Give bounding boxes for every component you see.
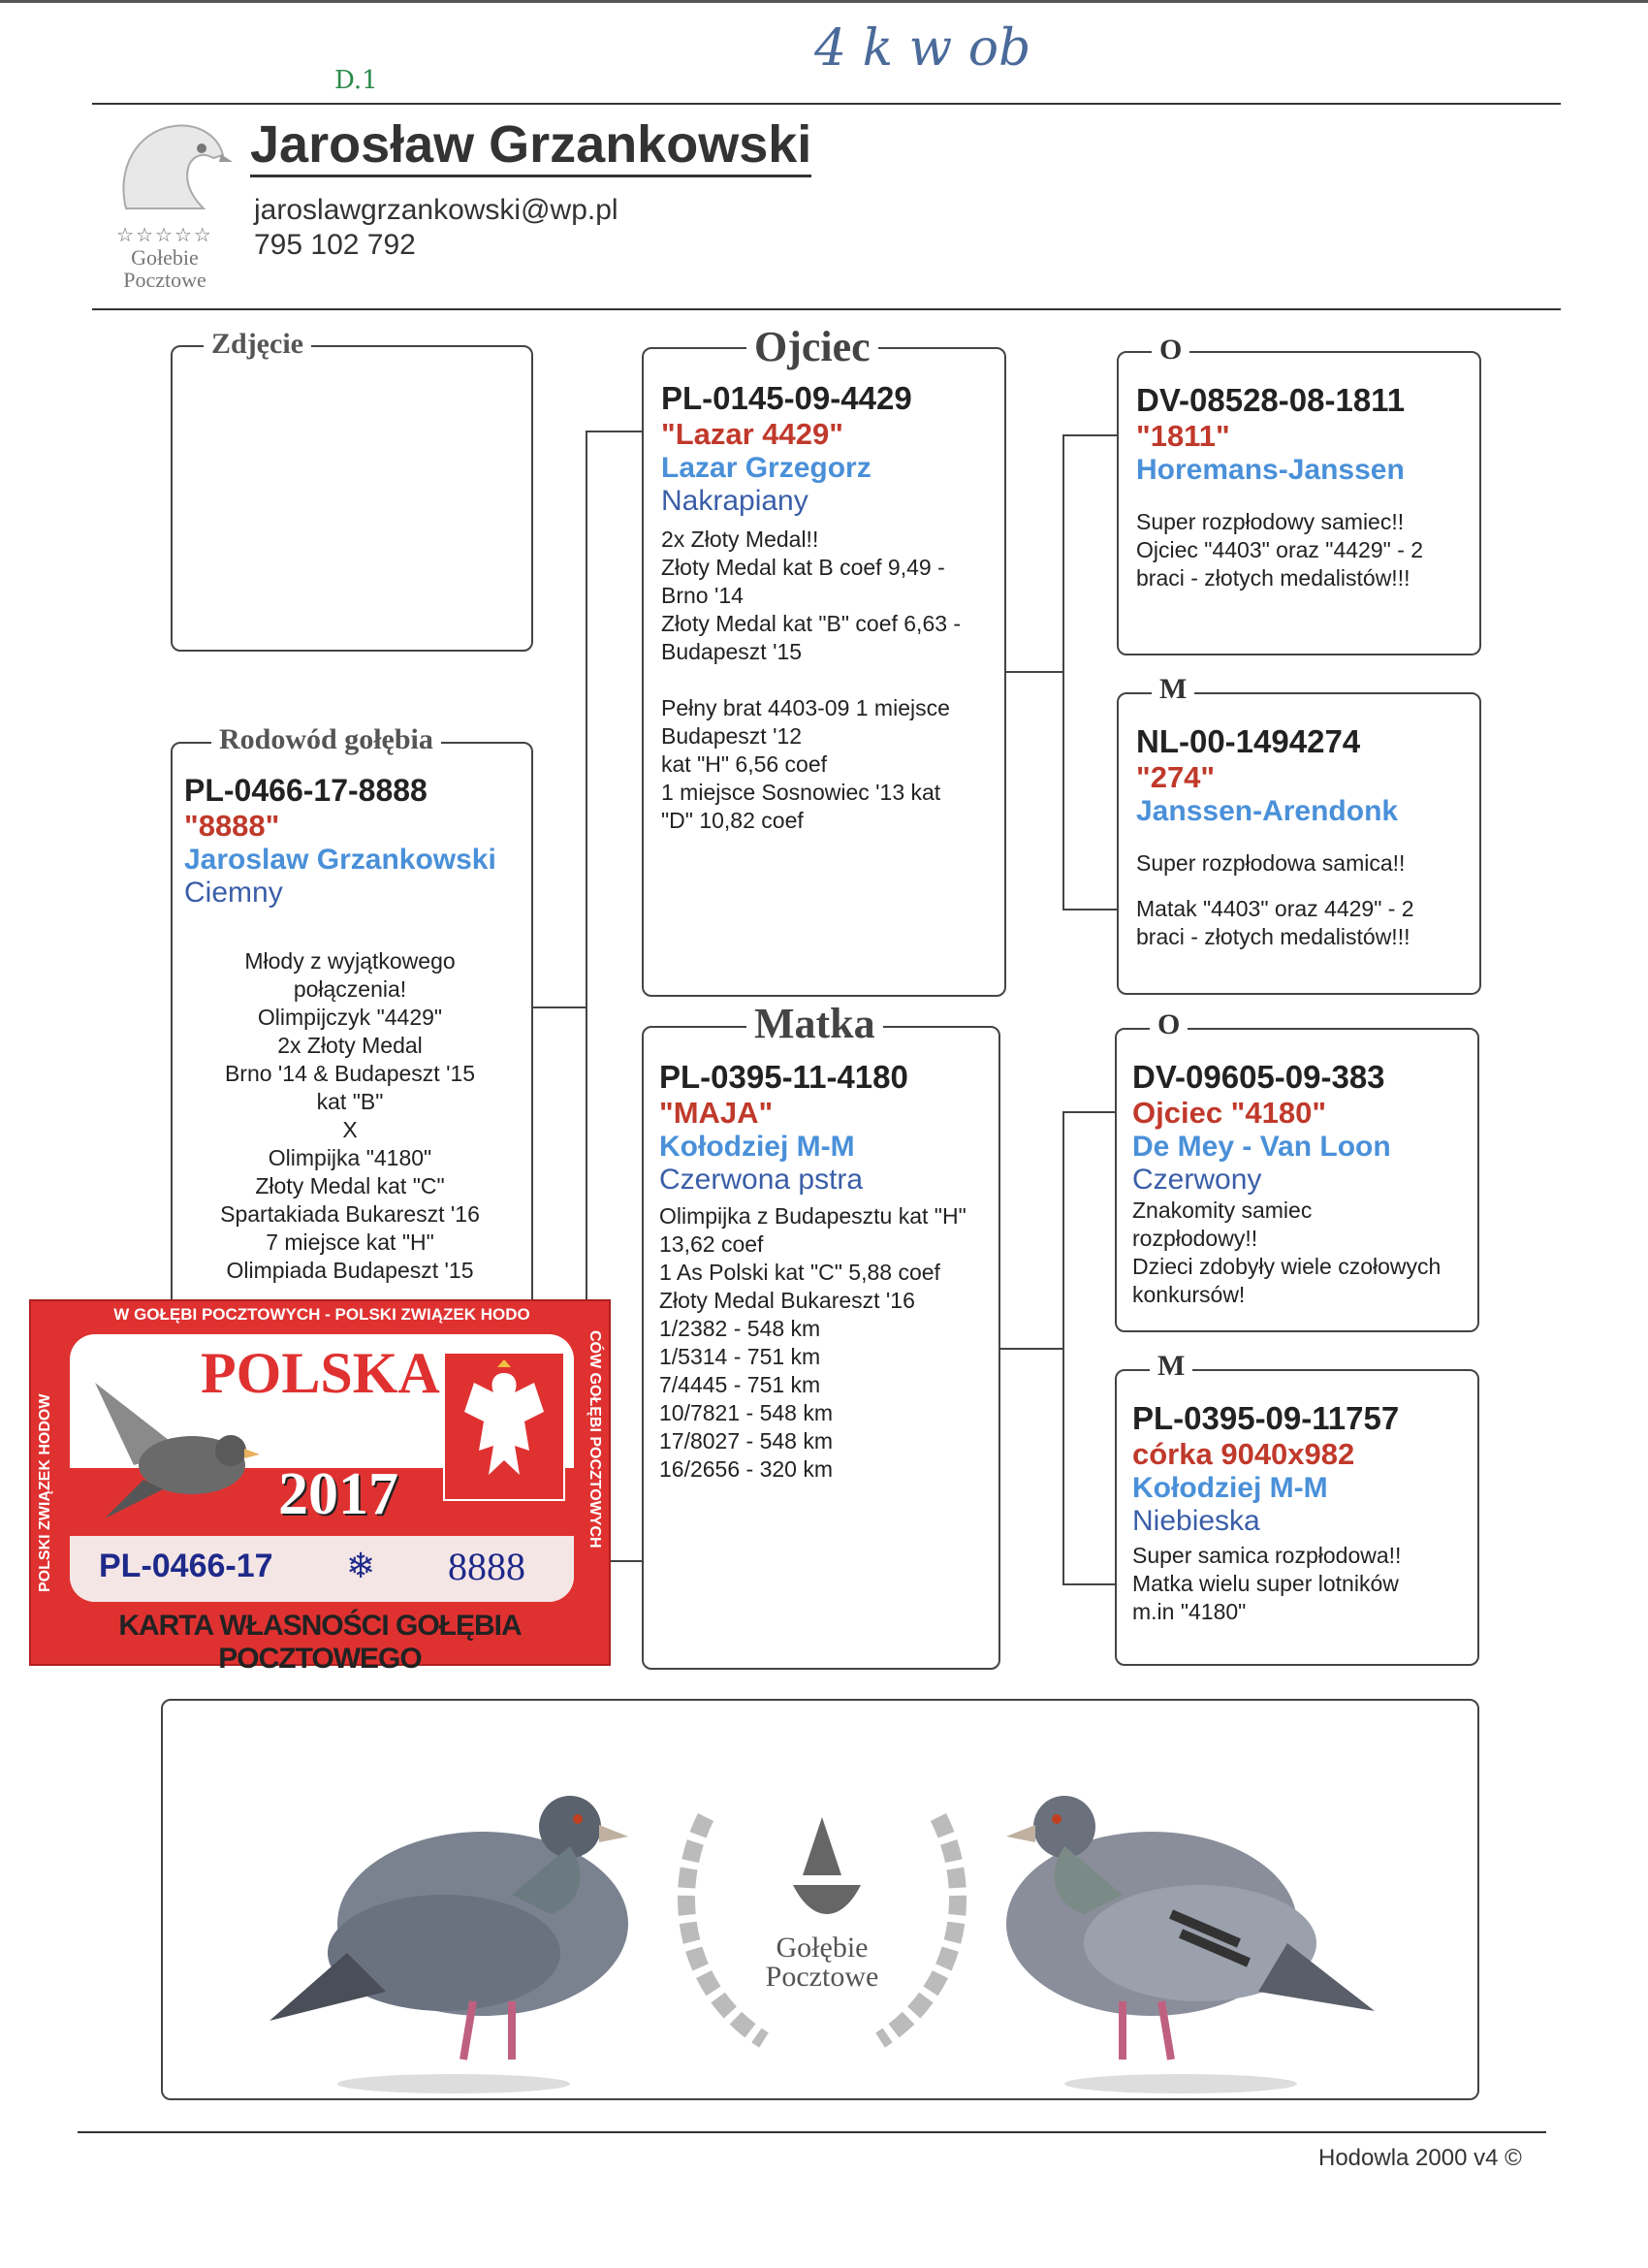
paternal-grandmother-description-2: Matak "4403" oraz 4429" - 2 braci - złotych medalistów!!!	[1136, 896, 1414, 949]
white-eagle-icon	[445, 1354, 563, 1499]
maternal-grandmother-ring-number: PL-0395-09-11757	[1132, 1400, 1400, 1436]
logo-text-line1: Gołebie	[131, 245, 199, 270]
photo-legend: Zdjęcie	[204, 328, 311, 361]
mother-ring-number: PL-0395-11-4180	[659, 1059, 908, 1095]
card-side-left-text: POLSKI ZWIĄZEK HODOW	[37, 1393, 53, 1592]
connector-maternal-vertical	[1062, 1111, 1064, 1584]
paternal-grandfather-breeder: Horemans-Janssen	[1136, 454, 1405, 486]
father-color: Nakrapiany	[661, 485, 808, 517]
paternal-grandmother-ring-number: NL-00-1494274	[1136, 723, 1361, 759]
card-inner-panel	[70, 1334, 574, 1602]
maternal-grandmother-description: Super samica rozpłodowa!! Matka wielu super lotników m.in "4180"	[1132, 1543, 1402, 1624]
mother-box	[642, 1026, 1000, 1670]
header-bottom-rule	[92, 308, 1561, 310]
pigeons-illustration	[163, 1701, 1477, 2098]
subject-legend: Rodowód gołębia	[211, 723, 441, 756]
paternal-grandfather-box	[1117, 351, 1481, 655]
mother-legend: Matka	[746, 999, 883, 1048]
mother-pigeon-name: "MAJA"	[659, 1096, 774, 1130]
photo-box	[171, 345, 533, 652]
footer-software-label: Hodowla 2000 v4 ©	[1318, 2145, 1522, 2171]
emblem-line2: Pocztowe	[765, 1961, 879, 1993]
mother-description: Olimpijka z Budapesztu kat "H" 13,62 coef 1 As Polski kat "C" 5,88 coef Złoty Medal Bukareszt '16 1/2382 - 548 km 1/5314 - 751 km 7/4445 - 751 km 10/7821 - 548 km 17/8027 - 548 km 16/2656 - 320 km	[659, 1203, 967, 1482]
paternal-grandmother-description-1: Super rozpłodowa samica!!	[1136, 850, 1406, 876]
subject-color: Ciemny	[184, 877, 283, 909]
subject-pigeon-name: "8888"	[184, 809, 280, 843]
maternal-grandfather-box	[1115, 1028, 1479, 1332]
scan-edge	[0, 0, 1648, 3]
card-snowflake-icon: ❄	[346, 1546, 376, 1585]
maternal-grandfather-name: Ojciec "4180"	[1132, 1096, 1327, 1130]
footer-rule	[78, 2131, 1546, 2133]
maternal-grandmother-breeder: Kołodziej M-M	[1132, 1472, 1328, 1504]
connector-maternal-grandfather	[1062, 1111, 1115, 1113]
maternal-grandfather-ring-number: DV-09605-09-383	[1132, 1059, 1385, 1095]
pigeon-head-icon	[97, 112, 233, 218]
connector-paternal-grandfather	[1062, 434, 1117, 436]
paternal-grandfather-ring-number: DV-08528-08-1811	[1136, 382, 1406, 418]
maternal-grandfather-color: Czerwony	[1132, 1164, 1262, 1196]
father-breeder: Lazar Grzegorz	[661, 452, 872, 484]
breeder-name: Jarosław Grzankowski	[250, 114, 811, 177]
card-ring-number: 8888	[448, 1545, 525, 1588]
breeder-email[interactable]: jaroslawgrzankowski@wp.pl	[254, 194, 618, 226]
pigeon-photo-box	[161, 1699, 1479, 2100]
subject-description: Młody z wyjątkowego połączenia! Olimpijczyk "4429" 2x Złoty Medal Brno '14 & Budapeszt '15 kat "B" X Olimpijka "4180" Złoty Medal kat "C" Spartakiada Bukareszt '16 7 miejsce kat "H" Olimpiada Budapeszt '15	[220, 948, 480, 1283]
connector-paternal-vertical	[1062, 434, 1064, 910]
mother-color: Czerwona pstra	[659, 1164, 864, 1196]
connector-maternal-grandmother	[1062, 1583, 1115, 1585]
maternal-grandmother-box	[1115, 1369, 1479, 1666]
paternal-grandmother-box	[1117, 692, 1481, 995]
card-country: POLSKA	[201, 1341, 440, 1405]
maternal-grandfather-description: Znakomity samiec rozpłodowy!! Dzieci zdobyły wiele czołowych konkursów!	[1132, 1198, 1442, 1307]
connector-mother-out	[1000, 1348, 1064, 1350]
paternal-grandmother-name: "274"	[1136, 760, 1216, 794]
card-arc-text: W GOŁĘBI POCZTOWYCH - POLSKI ZWIĄZEK HODO	[113, 1305, 530, 1324]
father-box	[642, 347, 1006, 997]
right-pigeon-icon	[1006, 1796, 1375, 2093]
maternal-grandfather-legend: O	[1150, 1008, 1188, 1041]
polish-eagle-emblem	[443, 1352, 565, 1501]
card-year: 2017	[278, 1461, 398, 1527]
header-top-rule	[92, 103, 1561, 105]
connector-father-out	[1006, 671, 1064, 673]
subject-ring-number: PL-0466-17-8888	[184, 773, 428, 808]
connector-paternal-grandmother	[1062, 909, 1117, 910]
card-ring-prefix: PL-0466-17	[99, 1548, 273, 1584]
logo-text-line2: Pocztowe	[123, 268, 206, 292]
connector-subject	[533, 1006, 587, 1008]
card-side-right-text: CÓW GOŁĘBI POCZTOWYCH	[586, 1330, 603, 1549]
logo-stars: ☆☆☆☆☆	[116, 225, 213, 246]
ownership-card	[29, 1299, 611, 1675]
father-description: 2x Złoty Medal!! Złoty Medal kat B coef 9,49 - Brno '14 Złoty Medal kat "B" coef 6,63 - Budapeszt '15 Pełny brat 4403-09 1 miejsce Budapeszt '12 kat "H" 6,56 coef 1 miejsce Sosnowiec '13 kat "D" 10,82 coef	[661, 527, 962, 833]
subject-description-intro	[180, 919, 520, 1313]
mother-breeder: Kołodziej M-M	[659, 1131, 855, 1163]
paternal-grandmother-legend: M	[1152, 673, 1194, 706]
emblem-line1: Gołębie	[776, 1932, 869, 1964]
laurel-wreath-icon	[686, 1817, 958, 2040]
paternal-grandfather-name: "1811"	[1136, 419, 1230, 453]
breeder-logo	[97, 112, 233, 291]
emblem-text	[706, 1933, 938, 1992]
paternal-grandfather-legend: O	[1152, 334, 1189, 367]
card-footer-title: KARTA WŁASNOŚCI GOŁĘBIA POCZTOWEGO	[118, 1610, 522, 1675]
maternal-grandmother-legend: M	[1150, 1350, 1192, 1383]
subject-breeder: Jaroslaw Grzankowski	[184, 844, 496, 876]
breeder-phone: 795 102 792	[254, 229, 416, 261]
maternal-grandfather-breeder: De Mey - Van Loon	[1132, 1131, 1391, 1163]
paternal-grandmother-breeder: Janssen-Arendonk	[1136, 795, 1399, 827]
handwritten-note: 4 k w ob	[814, 19, 1031, 78]
father-ring-number: PL-0145-09-4429	[661, 380, 912, 416]
connector-father	[586, 431, 642, 432]
father-pigeon-name: "Lazar 4429"	[661, 417, 843, 451]
handwritten-page-mark: D.1	[334, 66, 378, 95]
paternal-grandfather-description: Super rozpłodowy samiec!! Ojciec "4403" oraz "4429" - 2 braci - złotych medalistów!!!	[1136, 509, 1424, 591]
left-pigeon-icon	[269, 1796, 628, 2093]
father-legend: Ojciec	[746, 322, 878, 371]
maternal-grandmother-name: córka 9040x982	[1132, 1437, 1355, 1471]
maternal-grandmother-color: Niebieska	[1132, 1505, 1260, 1537]
